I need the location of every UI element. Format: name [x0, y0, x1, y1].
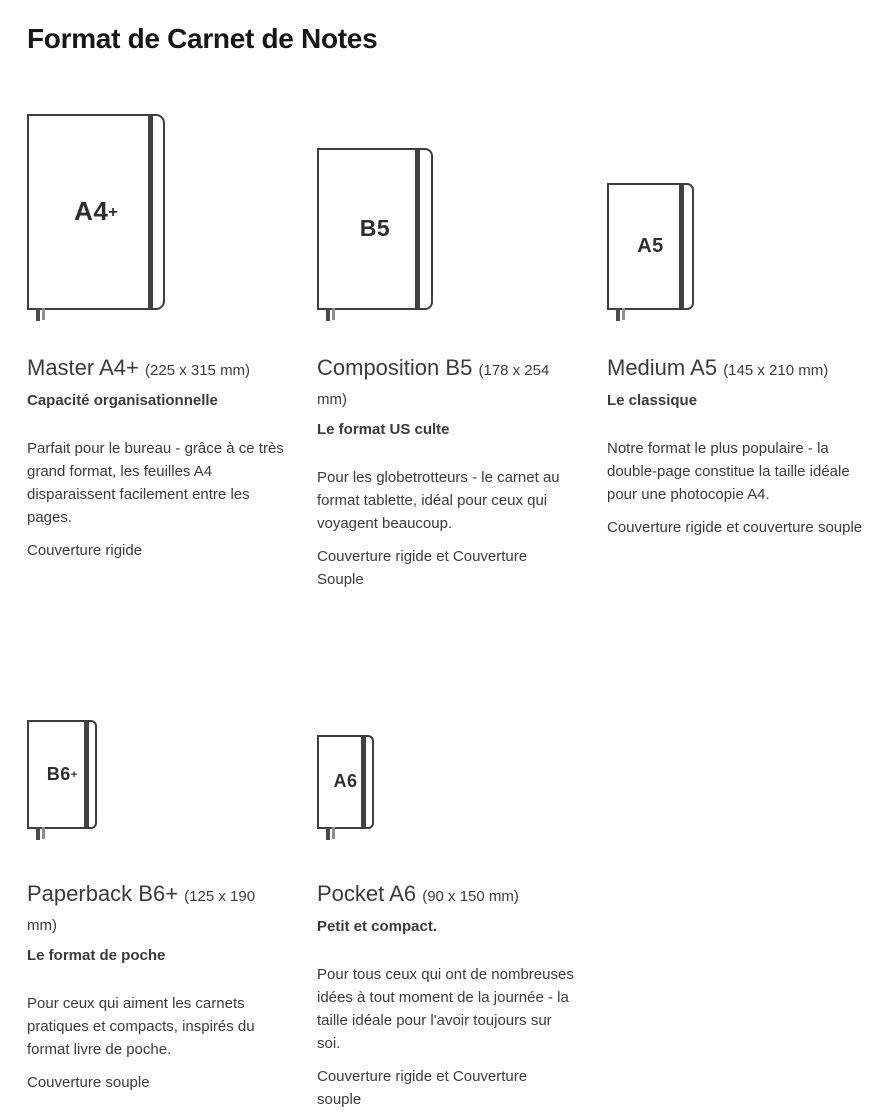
format-covers: Couverture rigide et couverture souple	[607, 519, 863, 536]
format-card-pocket-a6	[317, 706, 575, 1111]
bookmark-ribbons-icon	[36, 308, 45, 321]
format-dimensions: (90 x 150 mm)	[422, 888, 519, 905]
format-covers: Couverture souple	[27, 1074, 150, 1091]
format-dimensions: (178 x 254 mm)	[317, 362, 550, 408]
label-main: B6	[46, 763, 71, 784]
notebook-figure	[27, 706, 285, 829]
format-heading	[27, 881, 285, 939]
format-heading	[317, 881, 575, 910]
label-suffix: +	[70, 768, 78, 781]
format-description: Notre format le plus populaire - la double-page constitue la taille idéale pour une photocopie A4.	[607, 440, 850, 503]
format-name: Master A4+	[27, 355, 139, 380]
notebook-illustration-a6	[317, 735, 374, 829]
label-suffix: +	[108, 202, 118, 221]
format-dimensions: (125 x 190 mm)	[27, 888, 256, 934]
format-card-paperback-b6plus	[27, 706, 285, 1094]
label-main: A5	[637, 234, 664, 257]
format-heading	[317, 355, 575, 413]
notebook-figure	[27, 100, 285, 310]
format-heading	[27, 355, 285, 384]
notebook-figure	[607, 100, 865, 310]
elastic-band-icon	[679, 185, 684, 308]
format-card-composition-b5	[317, 100, 575, 591]
format-card-medium-a5	[607, 100, 865, 539]
notebook-figure	[317, 100, 575, 310]
format-heading	[607, 355, 865, 384]
notebook-illustration-b6plus	[27, 720, 97, 829]
label-main: A6	[333, 771, 358, 792]
format-tagline: Le classique	[607, 392, 698, 409]
formats-grid	[27, 100, 870, 1111]
format-tagline: Le format de poche	[27, 947, 166, 964]
format-covers: Couverture rigide et Couverture souple	[317, 1068, 528, 1108]
format-description: Pour ceux qui aiment les carnets pratiques et compacts, inspirés du format livre de poche.	[27, 995, 255, 1058]
format-description: Pour les globetrotteurs - le carnet au format tablette, idéal pour ceux qui voyagent beaucoup.	[317, 469, 560, 532]
format-name: Paperback B6+	[27, 881, 179, 906]
elastic-band-icon	[415, 150, 420, 308]
format-name: Pocket A6	[317, 881, 417, 906]
notebook-illustration-b5	[317, 148, 433, 310]
bookmark-ribbons-icon	[36, 827, 45, 840]
format-covers: Couverture rigide et Couverture Souple	[317, 548, 528, 588]
format-description: Pour tous ceux qui ont de nombreuses idées à tout moment de la journée - la taille idéale pour l'avoir toujours sur soi.	[317, 966, 574, 1052]
notebook-illustration-a4plus	[27, 114, 165, 310]
format-card-master-a4plus	[27, 100, 285, 562]
format-tagline: Le format US culte	[317, 421, 450, 438]
bookmark-ribbons-icon	[326, 308, 335, 321]
format-name: Medium A5	[607, 355, 718, 380]
elastic-band-icon	[361, 737, 366, 827]
format-tagline: Capacité organisationnelle	[27, 392, 218, 409]
label-main: A4	[74, 195, 109, 226]
format-dimensions: (145 x 210 mm)	[723, 362, 829, 379]
notebook-illustration-a5	[607, 183, 694, 310]
format-description: Parfait pour le bureau - grâce à ce très grand format, les feuilles A4 disparaissent facilement entre les pages.	[27, 440, 284, 526]
label-main: B5	[359, 214, 391, 241]
notebook-figure	[317, 706, 575, 829]
page-title: Format de Carnet de Notes	[27, 23, 378, 54]
elastic-band-icon	[148, 116, 153, 308]
bookmark-ribbons-icon	[616, 308, 625, 321]
notebook-size-label	[29, 196, 163, 227]
bookmark-ribbons-icon	[326, 827, 335, 840]
elastic-band-icon	[84, 722, 89, 827]
format-dimensions: (225 x 315 mm)	[145, 362, 251, 379]
format-tagline: Petit et compact.	[317, 918, 438, 935]
format-covers: Couverture rigide	[27, 542, 143, 559]
format-name: Composition B5	[317, 355, 473, 380]
